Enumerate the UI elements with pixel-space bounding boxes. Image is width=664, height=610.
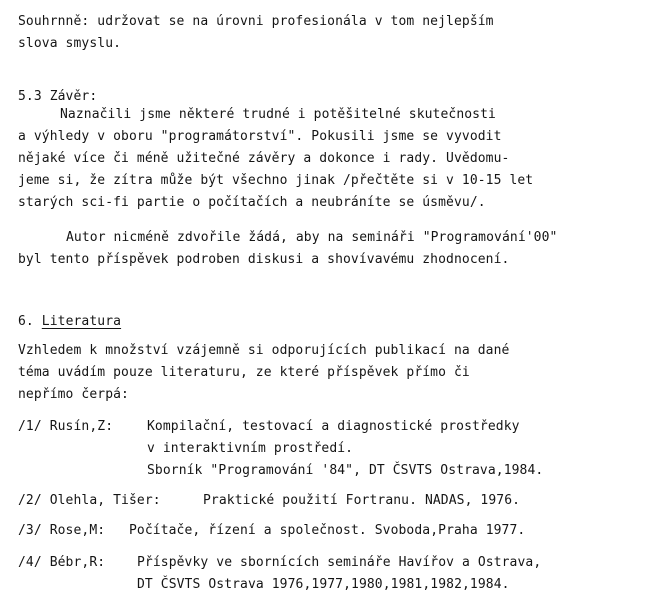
reference-line: Počítače, řízení a společnost. Svoboda,Praha 1977. [129,523,526,538]
reference-label: /2/ Olehla, Tišer: [18,493,161,508]
summary-line: Souhrnně: udržovat se na úrovni profesionála v tom nejlepším [18,14,494,29]
paragraph-line: téma uvádím pouze literaturu, ze které příspěvek přímo či [18,365,470,380]
paragraph-line: starých sci-fi partie o počítačích a neubráníte se úsměvu/. [18,195,486,210]
reference-line: Sborník "Programování '84", DT ČSVTS Ostrava,1984. [147,463,544,478]
paragraph-line: Autor nicméně zdvořile žádá, aby na semináři "Programování'00" [66,230,558,245]
reference-line: Příspěvky ve sbornících semináře Havířov a Ostrava, [137,555,542,570]
reference-line: Praktické použití Fortranu. NADAS, 1976. [203,493,521,508]
summary-line: slova smyslu. [18,36,122,51]
section-title: Literatura [41,314,122,329]
reference-label: /4/ Bébr,R: [18,555,106,570]
section-number: 6. [18,314,34,329]
reference-line: DT ČSVTS Ostrava 1976,1977,1980,1981,1982,1984. [137,577,510,592]
paragraph-line: Vzhledem k množství vzájemně si odporujících publikací na dané [18,343,510,358]
paragraph-line: byl tento příspěvek podroben diskusi a shovívavému zhodnocení. [18,252,510,267]
reference-label: /1/ Rusín,Z: [18,419,114,434]
paragraph-line: nějaké více či méně užitečné závěry a dokonce i rady. Uvědomu- [18,151,510,166]
section-heading [18,311,121,333]
paragraph-line: nepřímo čerpá: [18,387,129,402]
reference-line: v interaktivním prostředí. [147,441,354,456]
paragraph-line: jeme si, že zítra může být všechno jinak /přečtěte si v 10-15 let [18,173,534,188]
paragraph-line: Naznačili jsme některé trudné i potěšitelné skutečnosti [60,107,496,122]
paragraph-line: a výhledy v oboru "programátorství". Pokusili jsme se vyvodit [18,129,502,144]
reference-line: Kompilační, testovací a diagnostické prostředky [147,419,520,434]
reference-label: /3/ Rose,M: [18,523,106,538]
section-heading: 5.3 Závěr: [18,89,98,104]
